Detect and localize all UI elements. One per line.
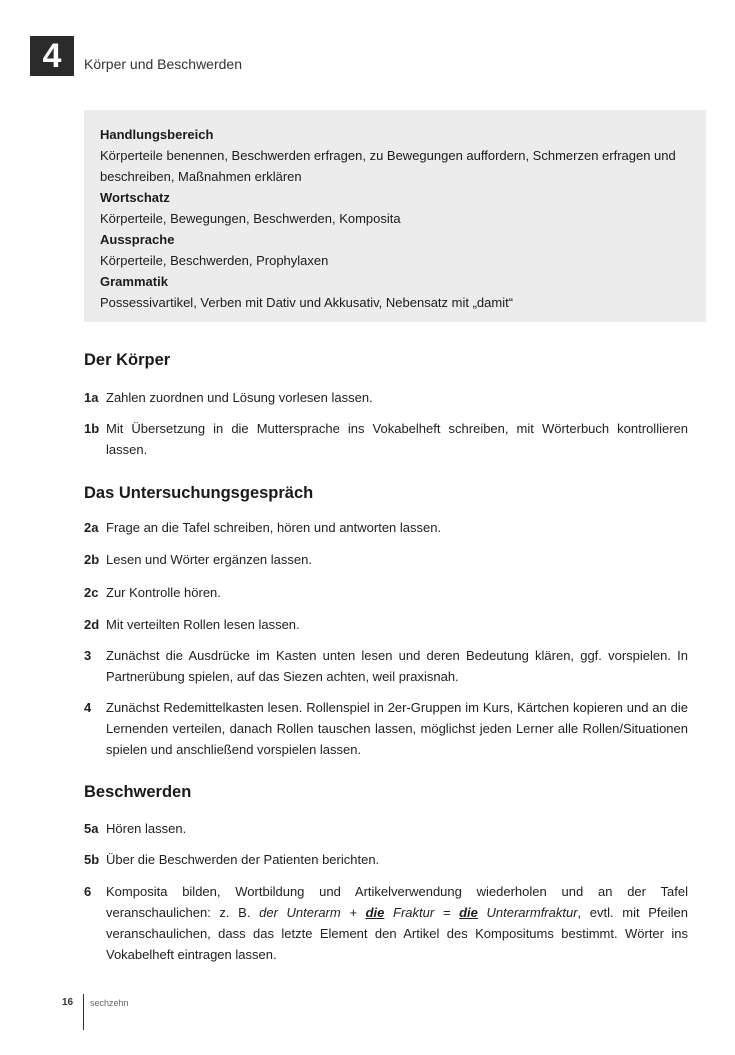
example-article: die xyxy=(459,905,478,920)
section-title-koerper: Der Körper xyxy=(84,351,171,369)
list-item-5a xyxy=(84,818,688,839)
item-number: 2a xyxy=(84,520,99,535)
summary-text-handlung: Körperteile benennen, Beschwerden erfragen, zu Bewegungen auffordern, Schmerzen erfragen und beschreiben, Maßnahmen erklären xyxy=(100,148,676,184)
list-item-2d xyxy=(84,614,688,635)
list-item-1b xyxy=(84,418,688,460)
item-text-part: Komposita bilden, Wortbildung und Artikelverwendung wiederholen und an der Tafel veranschaulichen: z. B. xyxy=(106,884,688,920)
list-item-3 xyxy=(84,645,688,687)
item-text: Mit verteilten Rollen lesen lassen. xyxy=(106,617,300,632)
list-item-1a xyxy=(84,387,688,408)
list-item-4 xyxy=(84,697,688,760)
list-item-2c xyxy=(84,582,688,603)
summary-text-aussprache: Körperteile, Beschwerden, Prophylaxen xyxy=(100,253,329,268)
item-text: Hören lassen. xyxy=(106,821,187,836)
item-text: Zahlen zuordnen und Lösung vorlesen lassen. xyxy=(106,390,373,405)
item-text xyxy=(106,881,688,965)
item-text: Zunächst die Ausdrücke im Kasten unten lesen und deren Bedeutung klären, ggf. vorspielen. In Partnerübung spielen, auf das Siezen achten, weil praxisnah. xyxy=(106,648,688,684)
summary-content xyxy=(100,124,692,313)
item-number: 4 xyxy=(84,700,92,715)
item-number: 2d xyxy=(84,617,100,632)
list-item-2b xyxy=(84,549,688,570)
item-text-part: , evtl. mit Pfeilen veranschaulichen, dass das letzte Element den Artikel des Kompositums bestimmt. Wörter ins Vokabelheft eintragen lassen. xyxy=(106,905,688,962)
list-item-5b xyxy=(84,849,688,870)
item-text: Frage an die Tafel schreiben, hören und antworten lassen. xyxy=(106,520,442,535)
summary-heading-aussprache: Aussprache xyxy=(100,232,175,247)
example-part: Unterarmfraktur xyxy=(477,905,578,920)
example-part: der Unterarm + xyxy=(259,905,366,920)
summary-heading-handlung: Handlungsbereich xyxy=(100,127,214,142)
item-text: Zur Kontrolle hören. xyxy=(106,585,221,600)
item-number: 6 xyxy=(84,884,92,899)
item-text: Zunächst Redemittelkasten lesen. Rollenspiel in 2er-Gruppen im Kurs, Kärtchen kopieren und an die Lernenden verteilen, danach Rollen tauschen lassen, möglichst jeden Lerner alle Rollen/Situationen spielen und anschließend vorspielen lassen. xyxy=(106,700,688,757)
page-number: 16 xyxy=(62,997,74,1008)
item-number: 1a xyxy=(84,390,99,405)
item-number: 2c xyxy=(84,585,99,600)
item-text: Mit Übersetzung in die Muttersprache ins Vokabelheft schreiben, mit Wörterbuch kontrollieren lassen. xyxy=(106,421,688,457)
summary-text-grammatik: Possessivartikel, Verben mit Dativ und Akkusativ, Nebensatz mit „damit“ xyxy=(100,295,514,310)
section-title-untersuchung: Das Untersuchungsgespräch xyxy=(84,484,314,502)
summary-box xyxy=(84,110,706,322)
page-number-word: sechzehn xyxy=(90,998,129,1008)
item-number: 5b xyxy=(84,852,100,867)
chapter-number-badge: 4 xyxy=(30,36,74,76)
example-article: die xyxy=(365,905,385,920)
summary-heading-grammatik: Grammatik xyxy=(100,274,168,289)
section-title-beschwerden: Beschwerden xyxy=(84,783,192,801)
item-number: 2b xyxy=(84,552,100,567)
item-number: 1b xyxy=(84,421,100,436)
footer-divider xyxy=(83,994,84,1030)
summary-text-wortschatz: Körperteile, Bewegungen, Beschwerden, Komposita xyxy=(100,211,401,226)
item-number: 3 xyxy=(84,648,92,663)
list-item-6 xyxy=(84,881,688,965)
item-text: Über die Beschwerden der Patienten berichten. xyxy=(106,852,380,867)
summary-heading-wortschatz: Wortschatz xyxy=(100,190,170,205)
chapter-title: Körper und Beschwerden xyxy=(84,56,242,72)
item-text: Lesen und Wörter ergänzen lassen. xyxy=(106,552,312,567)
example-part: Fraktur = xyxy=(384,905,460,920)
list-item-2a xyxy=(84,517,688,538)
item-number: 5a xyxy=(84,821,99,836)
